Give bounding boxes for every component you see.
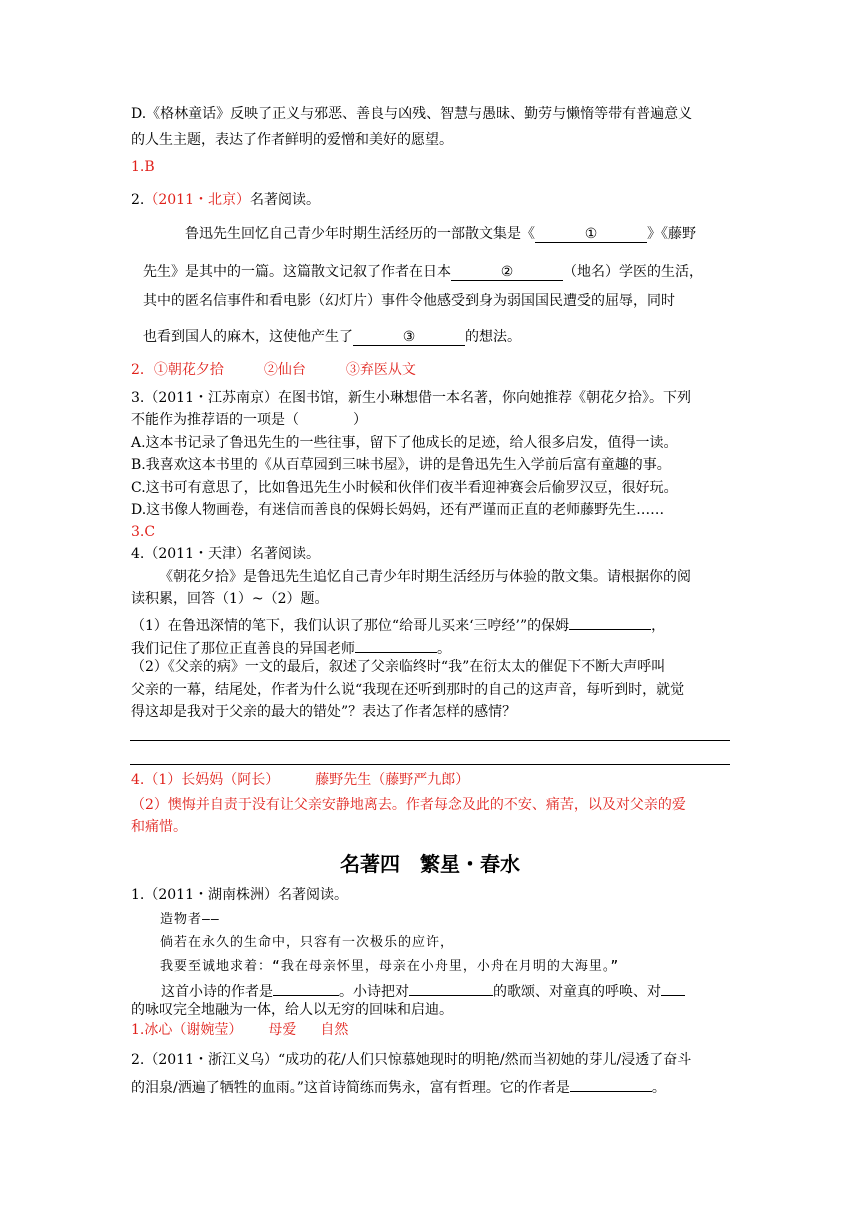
option-c: C.这书可有意思了，比如鲁迅先生小时候和伙伴们夜半看迎神赛会后偷罗汉豆，很好玩。 [131, 480, 678, 496]
answer-1: 1.B [131, 159, 155, 175]
question-3-line-2 [131, 410, 367, 430]
answer-3: 3.C [131, 524, 156, 540]
answer-2 [131, 360, 416, 380]
blank-teacher[interactable] [355, 635, 437, 653]
text: 不能作为推荐语的一项是（ [131, 412, 299, 428]
question-4-sub-2-line-1: （2）《父亲的病》一文的最后，叙述了父亲临终时“我”在衍太太的催促下不断大声呼叫 [131, 659, 666, 675]
section-4-question-2-line-1: 2.（2011・浙江义乌）“成功的花/人们只惊慕她现时的明艳/然而当初她的芽儿/浸透了奋斗 [131, 1052, 692, 1068]
section-4-question-1: 1.（2011・湖南株洲）名著阅读。 [131, 887, 348, 903]
text: ） [353, 412, 367, 428]
question-2-para-line-1 [185, 224, 696, 244]
question-title: 名著阅读。 [250, 192, 320, 208]
text: 鲁迅先生回忆自己青少年时期生活经历的一部散文集是《 [185, 226, 535, 242]
blank-1[interactable]: ① [535, 225, 647, 243]
poem-line-2: 倘若在永久的生命中，只容有一次极乐的应许， [160, 935, 455, 950]
option-d-line-1: D.《格林童话》反映了正义与邪恶、善良与凶残、智慧与愚昧、勤劳与懒惰等带有普遍意义 [131, 106, 693, 122]
text: 藤野先生（藤野严九郎） [315, 772, 470, 788]
section-4-q1-prompt [161, 978, 685, 1002]
option-b: B.我喜欢这本书里的《从百草园到三味书屋》，讲的是鲁迅先生入学前后富有童趣的事。 [131, 457, 671, 473]
question-4-header: 4.（2011・天津）名著阅读。 [131, 546, 320, 562]
text: 先生》是其中的一篇。这篇散文记叙了作者在日本 [143, 264, 451, 280]
question-4-sub-2-line-2: 父亲的一幕，结尾处，作者为什么说“我现在还听到那时的自己的这声音，每听到时，就觉 [131, 682, 685, 698]
question-4-intro-2: 读积累，回答（1）~（2）题。 [131, 591, 329, 607]
blank-2[interactable]: ② [451, 263, 563, 281]
answer-item: 母爱 [268, 1022, 297, 1038]
text: 》《藤野 [647, 226, 696, 242]
text: 的泪泉/洒遍了牺牲的血雨。”这首诗简练而隽永，富有哲理。它的作者是 [131, 1080, 570, 1096]
text: 这首小诗的作者是 [161, 984, 273, 1000]
question-4-sub-1 [131, 612, 665, 636]
question-4-sub-2-line-3: 得这却是我对于父亲的最大的错处”？表达了作者怎样的感情？ [131, 704, 517, 720]
answer-item: 1.冰心（谢婉莹） [131, 1022, 243, 1038]
question-2-para-line-3: 其中的匿名信事件和看电影（幻灯片）事件令他感受到身为弱国国民遭受的屈辱，同时 [143, 293, 675, 309]
question-2-header [131, 190, 320, 210]
answer-item: 自然 [320, 1022, 349, 1038]
poem-line-1: 造物者—— [160, 912, 220, 927]
blank-3[interactable]: ③ [353, 328, 465, 346]
blank-poet[interactable] [570, 1074, 652, 1092]
question-3-line-1: 3.（2011・江苏南京）在图书馆，新生小琳想借一本名著，你向她推荐《朝花夕拾》。下列 [131, 390, 691, 406]
option-a: A.这本书记录了鲁迅先生的一些往事，留下了他成长的足迹，给人很多启发，值得一读。 [131, 435, 678, 451]
answer-item: ①朝花夕拾 [153, 362, 224, 378]
answer-number: 2． [131, 362, 154, 378]
question-4-intro-1: 《朝花夕拾》是鲁迅先生追忆自己青少年时期生活经历与体验的散文集。请根据你的阅 [159, 569, 691, 585]
poem-line-3: 我要至诚地求着：“我在母亲怀里，母亲在小舟里，小舟在月明的大海里。” [160, 959, 620, 974]
text: ， [651, 618, 666, 634]
text: 我们记住了那位正直善良的异国老师 [131, 641, 355, 657]
text: 的歌颂、对童真的呼唤、对 [493, 984, 661, 1000]
blank-nanny[interactable] [569, 612, 651, 630]
question-2-para-line-2 [143, 262, 703, 282]
blank-sigh[interactable] [661, 978, 685, 996]
answer-item: ②仙台 [263, 362, 306, 378]
section-4-question-2-line-2 [131, 1074, 666, 1098]
text: 也看到国人的麻木，这使他产生了 [143, 329, 353, 345]
text: 的想法。 [465, 329, 521, 345]
section-title: 名著四 繁星・春水 [340, 852, 520, 876]
answer-4-line-3: 和痛惜。 [131, 819, 187, 835]
text: 。小诗把对 [339, 984, 409, 1000]
section-4-q1-prompt-cont: 的咏叹完全地融为一体，给人以无穷的回味和启迪。 [131, 1002, 453, 1018]
answer-line[interactable] [130, 740, 730, 741]
answer-4-line-2: （2）懊悔并自责于没有让父亲安静地离去。作者每念及此的不安、痛苦，以及对父亲的爱 [131, 797, 686, 813]
answer-4-line-1 [131, 770, 469, 790]
blank-author[interactable] [273, 978, 339, 996]
text: （地名）学医的生活， [563, 264, 703, 280]
question-2-para-line-4 [143, 327, 521, 347]
answer-line[interactable] [130, 764, 730, 765]
text: （1）在鲁迅深情的笔下，我们认识了那位“给哥儿买来‘三哼经’”的保姆 [131, 618, 570, 634]
section-4-answer-1 [131, 1020, 348, 1040]
text: 。 [437, 641, 451, 657]
question-source: （2011・北京） [144, 192, 250, 208]
option-d: D.这书像人物画卷，有迷信而善良的保姆长妈妈，还有严谨而正直的老师藤野先生…… [131, 502, 665, 518]
question-number: 2. [131, 192, 145, 208]
blank-praise[interactable] [409, 978, 493, 996]
text: 。 [651, 1080, 666, 1096]
option-d-line-2: 的人生主题，表达了作者鲜明的爱憎和美好的愿望。 [131, 132, 453, 148]
question-4-sub-1b [131, 635, 451, 659]
answer-item: ③弃医从文 [345, 362, 416, 378]
text: 4.（1）长妈妈（阿长） [131, 772, 280, 788]
